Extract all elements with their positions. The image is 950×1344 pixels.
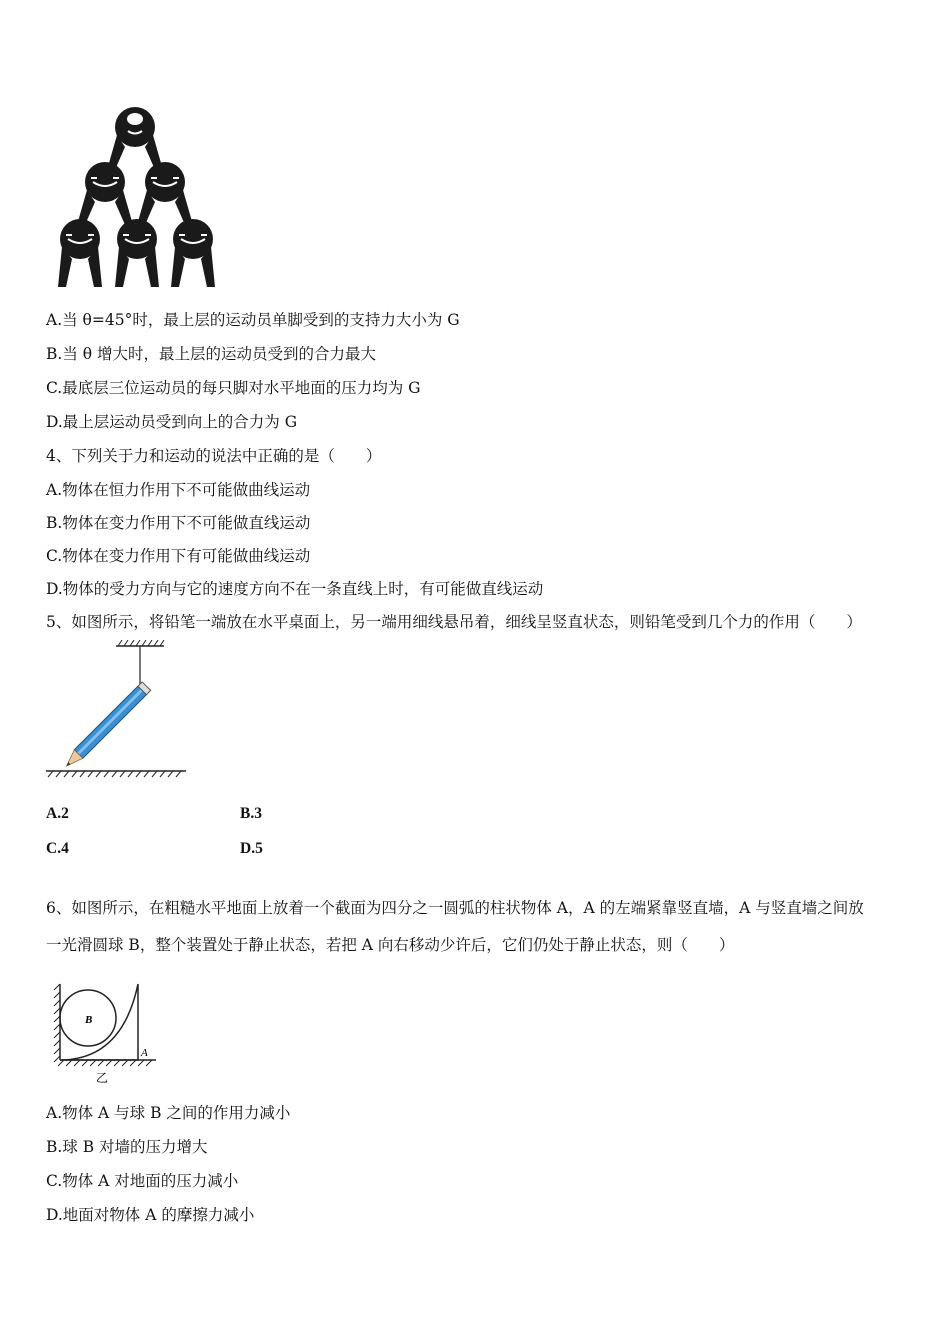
q6-stem-line2: 一光滑圆球 B，整个装置处于静止状态，若把 A 向右移动少许后，它们仍处于静止状态，则（ ）	[46, 936, 735, 954]
q4-option-a: A.物体在恒力作用下不可能做曲线运动	[46, 481, 311, 499]
q3-option-c: C.最底层三位运动员的每只脚对水平地面的压力均为 G	[46, 379, 421, 397]
acrobat-bottom-center	[115, 219, 159, 287]
q5-stem: 5、如图所示，将铅笔一端放在水平桌面上，另一端用细线悬吊着，细线呈竖直状态，则铅笔受到几个力的作用（ ）	[46, 613, 862, 631]
q6-option-d: D.地面对物体 A 的摩擦力减小	[46, 1206, 255, 1224]
pencil	[62, 682, 150, 770]
q5-option-a: A.2	[46, 805, 69, 822]
q5-option-b: B.3	[240, 805, 262, 822]
q3-option-b: B.当 θ 增大时，最上层的运动员受到的合力最大	[46, 345, 377, 363]
q4-option-d: D.物体的受力方向与它的速度方向不在一条直线上时，有可能做直线运动	[46, 580, 544, 598]
q6-option-b: B.球 B 对墙的压力增大	[46, 1138, 208, 1156]
ball-block-figure	[52, 980, 162, 1088]
q4-option-c: C.物体在变力作用下有可能做曲线运动	[46, 547, 311, 565]
q3-option-a: A.当 θ=45°时，最上层的运动员单脚受到的支持力大小为 G	[46, 311, 460, 329]
q5-option-c: C.4	[46, 840, 69, 857]
q4-stem: 4、下列关于力和运动的说法中正确的是（ ）	[46, 447, 382, 465]
q6-option-a: A.物体 A 与球 B 之间的作用力减小	[46, 1104, 291, 1122]
acrobat-pyramid-figure	[55, 105, 220, 290]
acrobat-bottom-left	[58, 219, 102, 287]
q4-option-b: B.物体在变力作用下不可能做直线运动	[46, 514, 311, 532]
pencil-figure	[44, 640, 189, 780]
q3-option-d: D.最上层运动员受到向上的合力为 G	[46, 413, 298, 431]
acrobat-bottom-right	[171, 219, 215, 287]
q6-stem-line1: 6、如图所示，在粗糙水平地面上放着一个截面为四分之一圆弧的柱状物体 A，A 的左端紧靠竖直墙，A 与竖直墙之间放	[46, 899, 864, 917]
label-caption: 乙	[96, 1071, 109, 1085]
label-a: A	[141, 1047, 148, 1059]
q6-option-c: C.物体 A 对地面的压力减小	[46, 1172, 239, 1190]
q5-option-d: D.5	[240, 840, 263, 857]
label-b: B	[85, 1014, 93, 1026]
